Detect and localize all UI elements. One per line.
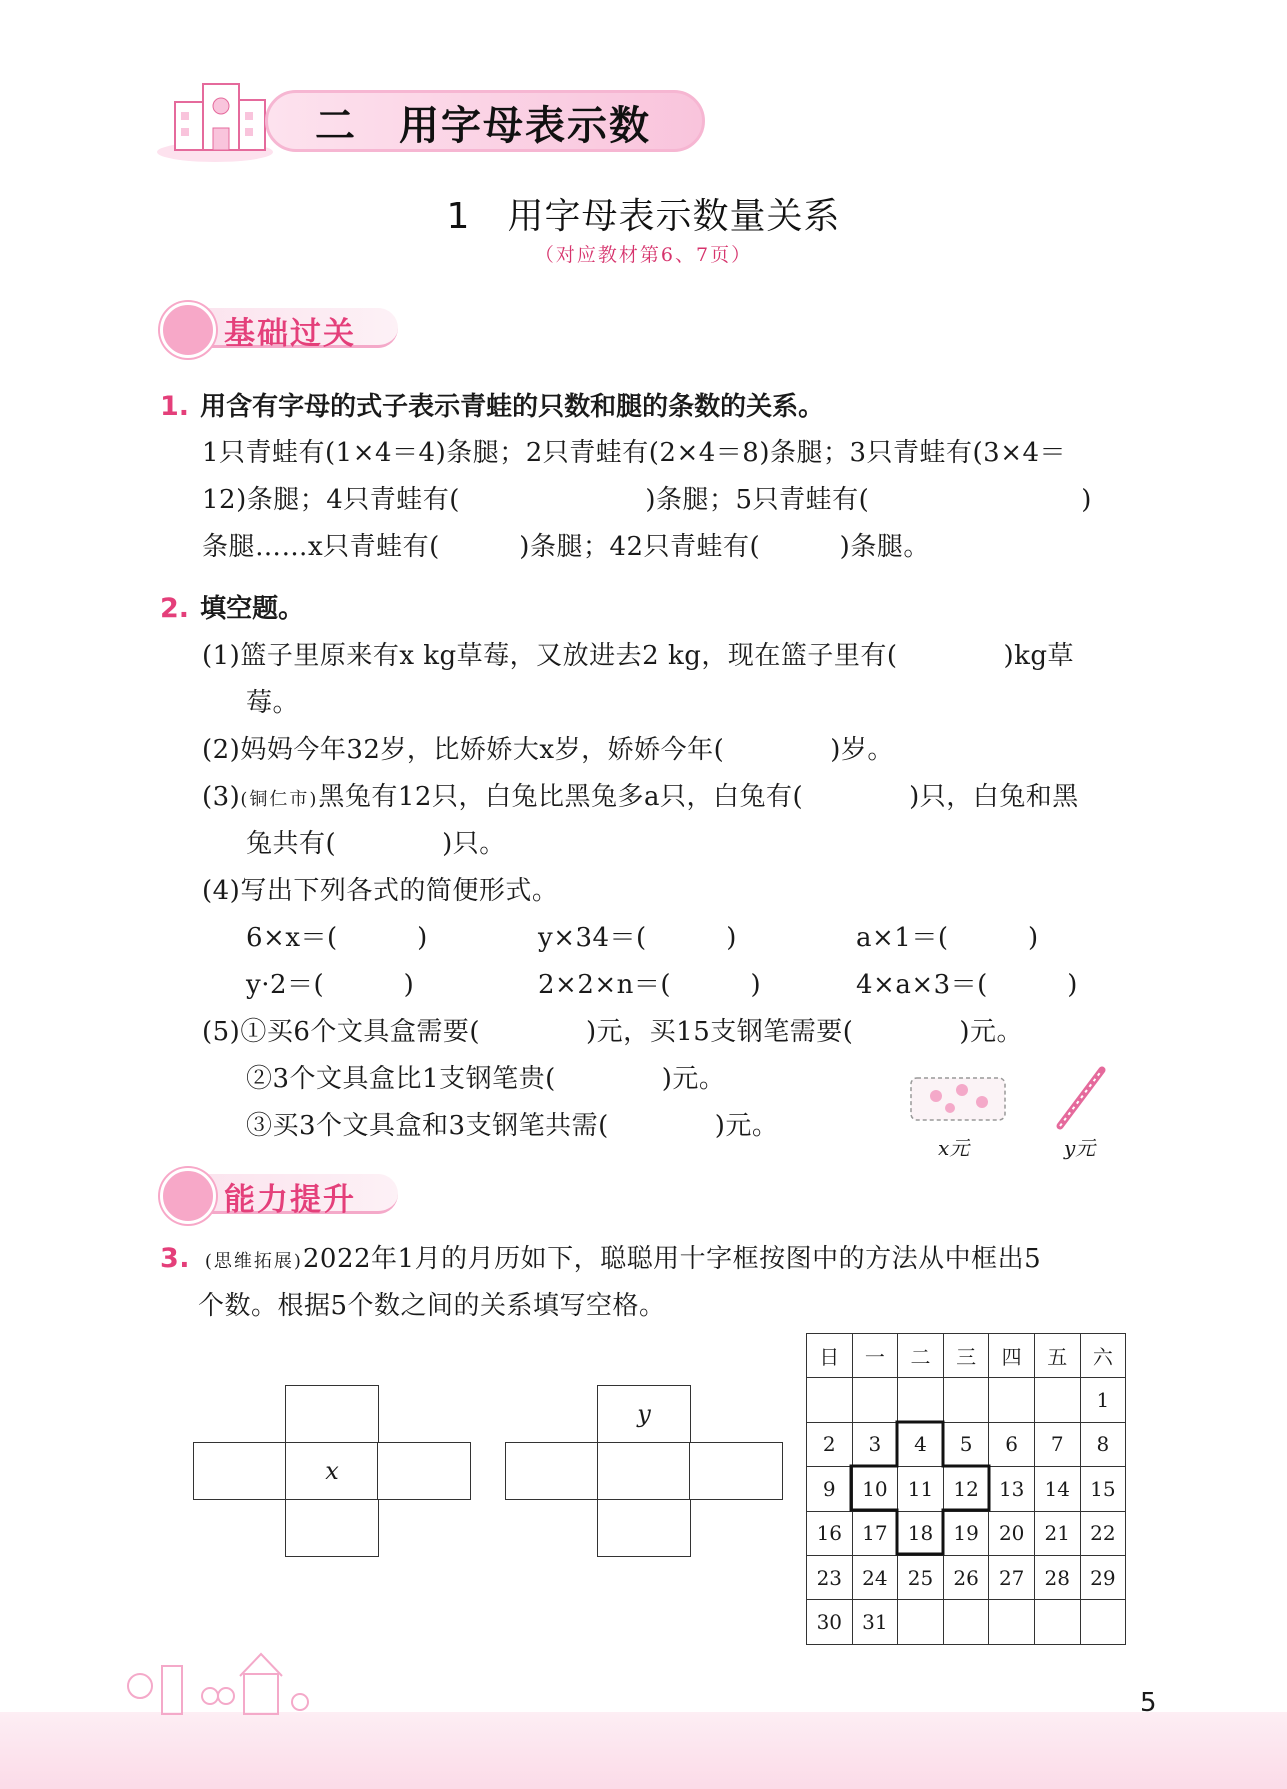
cross-cell-bottom[interactable]: [597, 1499, 691, 1557]
cross-frame-1: [193, 1385, 471, 1557]
question-number: 3.: [160, 1243, 191, 1274]
question-2: [160, 588, 304, 625]
calendar-day: 15: [1080, 1467, 1126, 1511]
footer-band: [0, 1712, 1287, 1789]
cross-cell-right[interactable]: [689, 1442, 783, 1500]
calendar-header: 六: [1080, 1334, 1126, 1378]
calendar-day: 11: [898, 1467, 944, 1511]
section-title: 1 用字母表示数量关系: [446, 196, 841, 237]
chapter-banner: [155, 72, 685, 164]
q2-part-2: (2)妈妈今年32岁，比娇娇大x岁，娇娇今年( )岁。: [202, 735, 894, 765]
calendar-day: 1: [1080, 1378, 1126, 1422]
calendar-day: 19: [943, 1511, 989, 1555]
question-3-line-1: [160, 1238, 1041, 1275]
question-number: 1.: [160, 391, 190, 422]
calendar-day: 20: [989, 1511, 1035, 1555]
cross-cell-center: x: [285, 1442, 379, 1500]
q2-part-5-2: ②3个文具盒比1支钢笔贵( )元。: [246, 1064, 726, 1094]
pen-icon: [1052, 1064, 1112, 1132]
calendar-day: 6: [989, 1422, 1035, 1466]
question-number: 2.: [160, 593, 190, 624]
calendar-day: 16: [807, 1511, 853, 1555]
q1-line-2: 12)条腿；4只青蛙有( )条腿；5只青蛙有( ): [202, 485, 1092, 515]
cross-cell-center[interactable]: [597, 1442, 691, 1500]
page-number: 5: [1140, 1688, 1157, 1718]
pencil-box-price: x元: [938, 1136, 970, 1160]
calendar-day: 2: [807, 1422, 853, 1466]
section-banner-advanced: [158, 1168, 408, 1222]
cross-frame-2: [505, 1385, 783, 1557]
cross-cell-left[interactable]: [193, 1442, 287, 1500]
q2-part-3-line-2: 兔共有( )只。: [246, 829, 506, 859]
cross-cell-right[interactable]: [377, 1442, 471, 1500]
calendar-day: 12: [943, 1467, 989, 1511]
expression-5: 2×2×n＝( ): [538, 970, 762, 1000]
calendar-day: 18: [898, 1511, 944, 1555]
calendar-day: 26: [943, 1555, 989, 1599]
chapter-title: 二 用字母表示数: [315, 103, 651, 149]
pencil-box-icon: [908, 1074, 1008, 1126]
calendar-header: 四: [989, 1334, 1035, 1378]
calendar-day: 21: [1034, 1511, 1080, 1555]
q1-line-3: 条腿……x只青蛙有( )条腿；42只青蛙有( )条腿。: [202, 532, 930, 562]
calendar-day: 10: [852, 1467, 898, 1511]
calendar-header: 日: [807, 1334, 853, 1378]
q2-part-3-prefix: (3): [202, 782, 241, 812]
calendar-day: 14: [1034, 1467, 1080, 1511]
town-illustration-icon: [120, 1646, 340, 1716]
calendar-day: 4: [898, 1422, 944, 1466]
section-banner-basic: [158, 302, 408, 356]
calendar-day: 27: [989, 1555, 1035, 1599]
expression-1: 6×x＝( ): [246, 923, 428, 953]
question-1: [160, 386, 824, 423]
cross-cell-bottom[interactable]: [285, 1499, 379, 1557]
question-text: 用含有字母的式子表示青蛙的只数和腿的条数的关系。: [200, 392, 825, 422]
calendar-day: 7: [1034, 1422, 1080, 1466]
q2-part-4: (4)写出下列各式的简便形式。: [202, 876, 559, 906]
q2-part-1-line-1: (1)篮子里原来有x kg草莓，又放进去2 kg，现在篮子里有( )kg草: [202, 641, 1075, 671]
q2-part-5-3: ③买3个文具盒和3支钢笔共需( )元。: [246, 1111, 779, 1141]
calendar-day: 8: [1080, 1422, 1126, 1466]
q2-part-5-1: (5)①买6个文具盒需要( )元，买15支钢笔需要( )元。: [202, 1017, 1024, 1047]
girl-avatar-icon: [160, 1168, 216, 1224]
calendar-day: 3: [852, 1422, 898, 1466]
section-label-basic: 基础过关: [224, 316, 356, 352]
question-3-line-2: 个数。根据5个数之间的关系填写空格。: [198, 1291, 666, 1321]
calendar-day: 5: [943, 1422, 989, 1466]
region-tag: (铜仁市): [240, 789, 319, 810]
pen-price: y元: [1064, 1136, 1096, 1160]
expression-3: a×1＝( ): [856, 923, 1039, 953]
calendar-day: 28: [1034, 1555, 1080, 1599]
calendar-day: 30: [807, 1600, 853, 1644]
q2-part-1-line-2: 莓。: [246, 688, 300, 718]
cross-cell-top[interactable]: [285, 1385, 379, 1443]
calendar-header: 二: [898, 1334, 944, 1378]
cross-cell-top: y: [597, 1385, 691, 1443]
calendar-day: 17: [852, 1511, 898, 1555]
calendar-day: 13: [989, 1467, 1035, 1511]
q2-part-3-text: 黑兔有12只，白兔比黑兔多a只，白兔有( )只，白兔和黑: [318, 782, 1079, 812]
question-text: 填空题。: [200, 594, 305, 624]
thinking-tag: (思维拓展): [204, 1251, 303, 1272]
calendar-cross-highlight: [806, 1333, 1126, 1649]
q2-part-3-line-1: [202, 776, 1079, 813]
cross-cell-left[interactable]: [505, 1442, 599, 1500]
calendar-day: 24: [852, 1555, 898, 1599]
boy-avatar-icon: [160, 302, 216, 358]
section-label-advanced: 能力提升: [224, 1182, 356, 1218]
calendar-day: 25: [898, 1555, 944, 1599]
calendar-day: 31: [852, 1600, 898, 1644]
calendar-wrapper: [806, 1333, 1126, 1645]
calendar-day: 22: [1080, 1511, 1126, 1555]
question-text: 2022年1月的月历如下，聪聪用十字框按图中的方法从中框出5: [302, 1244, 1042, 1274]
expression-4: y·2＝( ): [246, 970, 415, 1000]
textbook-reference: （对应教材第6、7页）: [534, 244, 753, 266]
calendar-header: 三: [943, 1334, 989, 1378]
q1-line-1: 1只青蛙有(1×4＝4)条腿；2只青蛙有(2×4＝8)条腿；3只青蛙有(3×4＝: [202, 438, 1067, 468]
calendar-header: 五: [1034, 1334, 1080, 1378]
calendar-day: 9: [807, 1467, 853, 1511]
calendar-header: 一: [852, 1334, 898, 1378]
calendar-day: 29: [1080, 1555, 1126, 1599]
expression-2: y×34＝( ): [538, 923, 737, 953]
expression-6: 4×a×3＝( ): [856, 970, 1078, 1000]
calendar-day: 23: [807, 1555, 853, 1599]
